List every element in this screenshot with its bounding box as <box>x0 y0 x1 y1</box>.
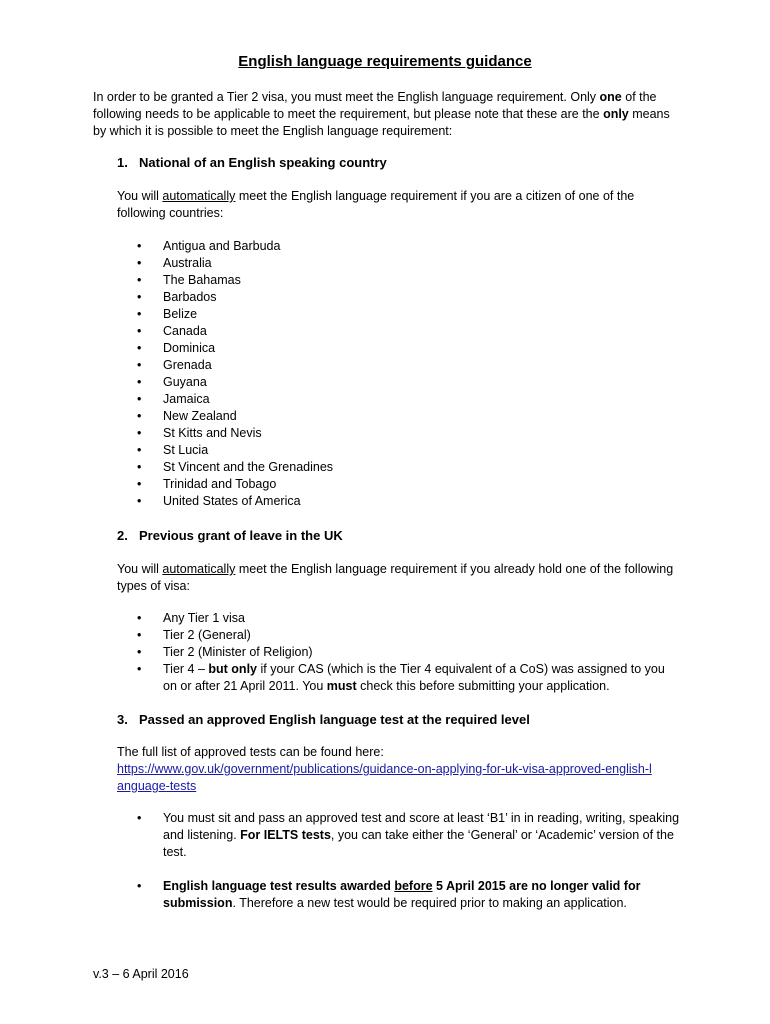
bullet-icon: • <box>137 239 142 253</box>
list-item: • Jamaica <box>137 392 210 406</box>
list-item: • United States of America <box>137 494 301 508</box>
bullet-icon: • <box>137 443 142 457</box>
intro-paragraph: In order to be granted a Tier 2 visa, you must meet the English language requirement. Only one of the following needs to be applicable to meet the requirement, but please note that these are the only means by which it is possible to meet the English language requirement: <box>93 90 670 138</box>
bullet-icon: • <box>137 645 142 659</box>
list-item: • Australia <box>137 256 212 270</box>
list-item: • Antigua and Barbuda <box>137 239 281 253</box>
bullet-icon: • <box>137 358 142 372</box>
bullet-icon: • <box>137 392 142 406</box>
list-item: • New Zealand <box>137 409 237 423</box>
approved-tests-link[interactable]: https://www.gov.uk/government/publications/guidance-on-applying-for-uk-visa-approved-english-language-tests <box>117 762 652 793</box>
bullet-icon: • <box>137 811 142 825</box>
bullet-icon: • <box>137 879 142 893</box>
bullet-icon: • <box>137 460 142 474</box>
list-item: • Tier 2 (General) <box>137 628 251 642</box>
list-item: • The Bahamas <box>137 273 241 287</box>
list-item: • St Vincent and the Grenadines <box>137 460 334 474</box>
bullet-icon: • <box>137 662 142 676</box>
bullet-icon: • <box>137 341 142 355</box>
section-2-heading: 2. Previous grant of leave in the UK <box>117 528 343 543</box>
list-item: • Trinidad and Tobago <box>137 477 277 491</box>
section-3-paragraph: The full list of approved tests can be found here: https://www.gov.uk/government/publications/guidance-on-applying-for-uk-visa-approved-english-language-tests <box>117 745 652 793</box>
bullet-icon: • <box>137 324 142 338</box>
list-item: • St Kitts and Nevis <box>137 426 262 440</box>
bullet-icon: • <box>137 628 142 642</box>
list-item: • Canada <box>137 324 207 338</box>
list-item: • Dominica <box>137 341 216 355</box>
list-item: • St Lucia <box>137 443 209 457</box>
visa-list <box>137 610 682 695</box>
bullet-icon: • <box>137 426 142 440</box>
list-item: • Any Tier 1 visa <box>137 611 245 625</box>
requirements-list <box>137 810 682 912</box>
bullet-icon: • <box>137 375 142 389</box>
section-1-paragraph: You will automatically meet the English language requirement if you are a citizen of one of the following countries: <box>117 189 635 220</box>
list-item: • Barbados <box>137 290 217 304</box>
page-title: English language requirements guidance <box>238 53 532 70</box>
section-2-paragraph: You will automatically meet the English language requirement if you already hold one of the following types of visa: <box>117 562 674 593</box>
list-item: • Belize <box>137 307 198 321</box>
bullet-icon: • <box>137 494 142 508</box>
bullet-icon: • <box>137 273 142 287</box>
list-item: • Guyana <box>137 375 207 389</box>
bullet-icon: • <box>137 307 142 321</box>
bullet-icon: • <box>137 256 142 270</box>
bullet-icon: • <box>137 477 142 491</box>
list-item: • English language test results awarded before 5 April 2015 are no longer valid for submission. Therefore a new test would be required prior to making an application. <box>137 879 641 910</box>
list-item: • You must sit and pass an approved test and score at least ‘B1’ in in reading, writing, speaking and listening. For IELTS tests, you can take either the ‘General’ or ‘Academic’ version of the test. <box>137 811 680 859</box>
list-item: • Tier 4 – but only if your CAS (which is the Tier 4 equivalent of a CoS) was assigned to you on or after 21 April 2011. You must check this before submitting your application. <box>137 662 665 693</box>
version-footer: v.3 – 6 April 2016 <box>93 967 189 981</box>
list-item: • Tier 2 (Minister of Religion) <box>137 645 313 659</box>
countries-list <box>137 238 682 510</box>
section-1-heading: 1. National of an English speaking country <box>117 155 387 170</box>
list-item: • Grenada <box>137 358 212 372</box>
section-3-heading: 3. Passed an approved English language test at the required level <box>117 712 530 727</box>
bullet-icon: • <box>137 611 142 625</box>
bullet-icon: • <box>137 290 142 304</box>
bullet-icon: • <box>137 409 142 423</box>
